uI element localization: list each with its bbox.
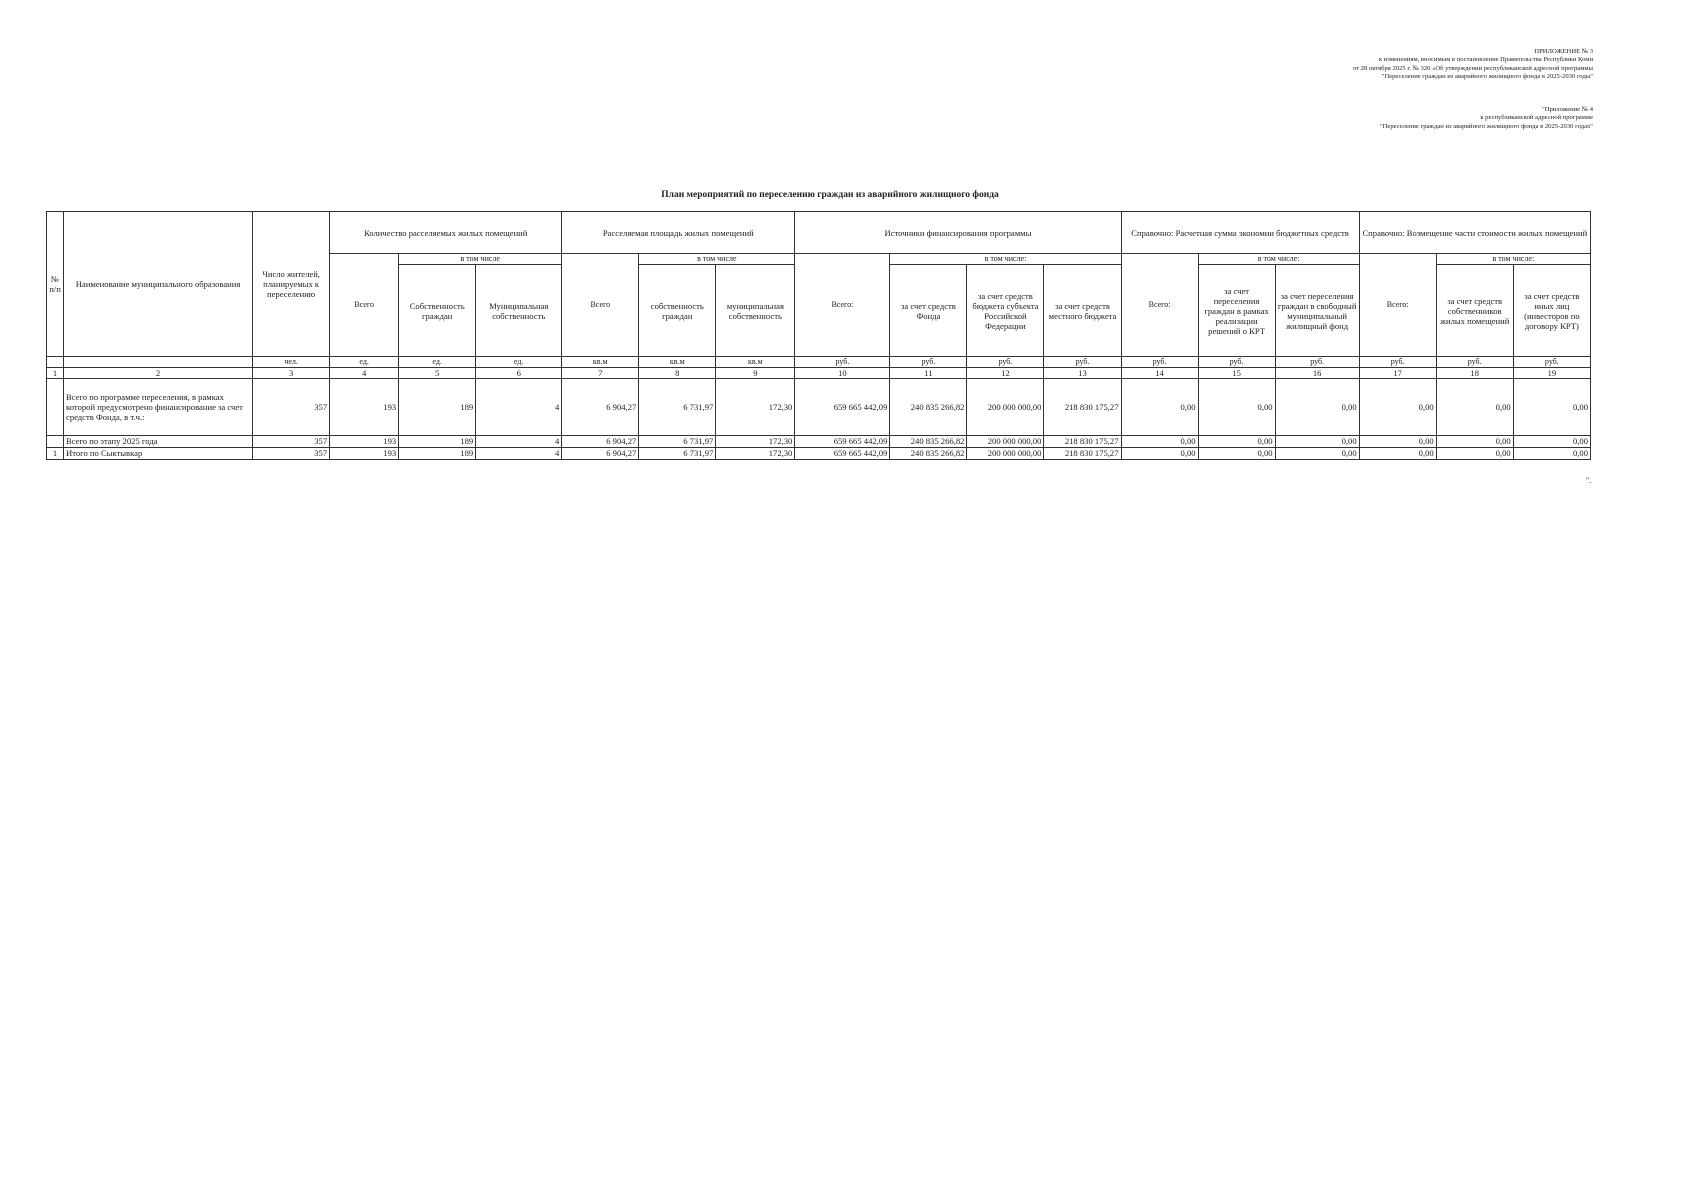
header-line: к изменениям, вносимым в постановление Правительства Республики Коми <box>1378 56 1593 64</box>
cell-savings-krt: 0,00 <box>1198 379 1275 436</box>
column-number: 4 <box>330 368 399 379</box>
cell-quantity-total: 193 <box>330 379 399 436</box>
header-area-municipal: муниципальная собственность <box>716 265 795 357</box>
header-compensation-total: Всего: <box>1359 254 1436 357</box>
cell-compensation-owners: 0,00 <box>1436 448 1513 460</box>
column-number: 3 <box>253 368 330 379</box>
header-line: к республиканской адресной программе <box>1480 114 1593 122</box>
header-savings-total: Всего: <box>1121 254 1198 357</box>
cell-area-total: 6 904,27 <box>562 448 639 460</box>
unit-cell: руб. <box>1359 357 1436 368</box>
table-row-stage-2025 <box>47 436 1591 448</box>
cell-savings-free-fund: 0,00 <box>1275 448 1359 460</box>
column-number: 18 <box>1436 368 1513 379</box>
cell-source-local-budget: 218 830 175,27 <box>1044 436 1121 448</box>
cell-source-fund: 240 835 266,82 <box>890 436 967 448</box>
column-number: 7 <box>562 368 639 379</box>
column-number: 8 <box>639 368 716 379</box>
column-number: 5 <box>399 368 476 379</box>
header-incl: в том числе: <box>1436 254 1590 265</box>
unit-cell: руб. <box>967 357 1044 368</box>
column-number: 15 <box>1198 368 1275 379</box>
cell-source-fund: 240 835 266,82 <box>890 448 967 460</box>
column-number: 6 <box>476 368 562 379</box>
cell-savings-free-fund: 0,00 <box>1275 379 1359 436</box>
cell-sources-total: 659 665 442,09 <box>795 448 890 460</box>
cell-area-total: 6 904,27 <box>562 379 639 436</box>
cell-compensation-owners: 0,00 <box>1436 436 1513 448</box>
unit-cell: руб. <box>1513 357 1590 368</box>
cell-source-local-budget: 218 830 175,27 <box>1044 379 1121 436</box>
closing-quote-mark: ". <box>1586 476 1592 485</box>
appendix-4-header <box>1380 106 1593 131</box>
cell-residents: 357 <box>253 436 330 448</box>
header-group-area: Расселяемая площадь жилых помещений <box>562 212 795 254</box>
header-area-citizens: собственность граждан <box>639 265 716 357</box>
header-incl: в том числе: <box>890 254 1121 265</box>
column-number: 11 <box>890 368 967 379</box>
header-savings-free-fund: за счет переселения граждан в свободный муниципальный жилищный фонд <box>1275 265 1359 357</box>
cell-quantity-municipal: 4 <box>476 379 562 436</box>
header-quantity-total: Всего <box>330 254 399 357</box>
unit-cell: руб. <box>890 357 967 368</box>
column-number: 13 <box>1044 368 1121 379</box>
header-savings-krt: за счет переселения граждан в рамках реализации решений о КРТ <box>1198 265 1275 357</box>
header-line: "Переселение граждан из аварийного жилищного фонда в 2025-2030 годы" <box>1381 73 1593 81</box>
cell-quantity-total: 193 <box>330 448 399 460</box>
table-row-syktyvkar <box>47 448 1591 460</box>
cell-quantity-municipal: 4 <box>476 436 562 448</box>
header-line: от 28 октября 2025 г. № 320 «Об утверждении республиканской адресной программы <box>1352 64 1593 72</box>
cell-area-citizens: 6 731,97 <box>639 379 716 436</box>
unit-cell: кв.м <box>562 357 639 368</box>
cell-compensation-investors: 0,00 <box>1513 436 1590 448</box>
cell-residents: 357 <box>253 379 330 436</box>
cell-area-total: 6 904,27 <box>562 436 639 448</box>
column-number: 12 <box>967 368 1044 379</box>
cell-compensation-total: 0,00 <box>1359 379 1436 436</box>
header-area-total: Всего <box>562 254 639 357</box>
header-incl: в том числе <box>639 254 795 265</box>
cell-area-municipal: 172,30 <box>716 379 795 436</box>
cell-compensation-total: 0,00 <box>1359 448 1436 460</box>
column-number: 17 <box>1359 368 1436 379</box>
column-number: 10 <box>795 368 890 379</box>
unit-cell: ед. <box>330 357 399 368</box>
cell-source-subject-budget: 200 000 000,00 <box>967 448 1044 460</box>
column-number: 1 <box>47 368 64 379</box>
cell-source-subject-budget: 200 000 000,00 <box>967 436 1044 448</box>
unit-cell: руб. <box>1198 357 1275 368</box>
row-number <box>47 379 64 436</box>
cell-quantity-municipal: 4 <box>476 448 562 460</box>
appendix-3-header <box>1353 48 1593 82</box>
cell-source-local-budget: 218 830 175,27 <box>1044 448 1121 460</box>
header-residents: Число жителей, планируемых к переселению <box>253 212 330 357</box>
header-incl: в том числе: <box>1198 254 1359 265</box>
cell-compensation-owners: 0,00 <box>1436 379 1513 436</box>
cell-area-municipal: 172,30 <box>716 448 795 460</box>
cell-savings-krt: 0,00 <box>1198 436 1275 448</box>
unit-cell: ед. <box>476 357 562 368</box>
header-source-subject-budget: за счет средств бюджета субъекта Российской Федерации <box>967 265 1044 357</box>
header-sources-total: Всего: <box>795 254 890 357</box>
cell-savings-total: 0,00 <box>1121 436 1198 448</box>
cell-savings-total: 0,00 <box>1121 448 1198 460</box>
cell-savings-free-fund: 0,00 <box>1275 436 1359 448</box>
header-group-sources: Источники финансирования программы <box>795 212 1121 254</box>
cell-source-subject-budget: 200 000 000,00 <box>967 379 1044 436</box>
header-group-compensation: Справочно: Возмещение части стоимости жилых помещений <box>1359 212 1590 254</box>
cell-savings-total: 0,00 <box>1121 379 1198 436</box>
document-title: План мероприятий по переселению граждан из аварийного жилищного фонда <box>661 190 999 200</box>
cell-sources-total: 659 665 442,09 <box>795 379 890 436</box>
header-line: "Приложение № 4 <box>1542 106 1593 113</box>
header-line: ПРИЛОЖЕНИЕ № 3 <box>1534 48 1593 55</box>
cell-sources-total: 659 665 442,09 <box>795 436 890 448</box>
table-row-program-total <box>47 379 1591 436</box>
column-number: 19 <box>1513 368 1590 379</box>
header-source-fund: за счет средств Фонда <box>890 265 967 357</box>
cell-area-citizens: 6 731,97 <box>639 436 716 448</box>
cell-area-citizens: 6 731,97 <box>639 448 716 460</box>
cell-savings-krt: 0,00 <box>1198 448 1275 460</box>
unit-cell: кв.м <box>639 357 716 368</box>
header-number: № п/п <box>47 212 64 357</box>
column-number: 14 <box>1121 368 1198 379</box>
unit-cell: руб. <box>1121 357 1198 368</box>
header-compensation-owners: за счет средств собственников жилых помещений <box>1436 265 1513 357</box>
cell-area-municipal: 172,30 <box>716 436 795 448</box>
unit-cell: ед. <box>399 357 476 368</box>
header-compensation-investors: за счет средств иных лиц (инвесторов по договору КРТ) <box>1513 265 1590 357</box>
unit-cell: чел. <box>253 357 330 368</box>
unit-cell: руб. <box>1436 357 1513 368</box>
unit-cell: руб. <box>1275 357 1359 368</box>
cell-compensation-total: 0,00 <box>1359 436 1436 448</box>
unit-cell: руб. <box>1044 357 1121 368</box>
row-number: 1 <box>47 448 64 460</box>
row-number <box>47 436 64 448</box>
header-group-savings: Справочно: Расчетная сумма экономии бюджетных средств <box>1121 212 1359 254</box>
cell-quantity-total: 193 <box>330 436 399 448</box>
unit-cell: руб. <box>795 357 890 368</box>
cell-quantity-citizens: 189 <box>399 448 476 460</box>
cell-quantity-citizens: 189 <box>399 436 476 448</box>
cell-residents: 357 <box>253 448 330 460</box>
header-line: "Переселение граждан из аварийного жилищного фонда в 2025-2030 годах" <box>1379 122 1593 130</box>
unit-cell-blank <box>47 357 64 368</box>
header-group-quantity: Количество расселяемых жилых помещений <box>330 212 562 254</box>
cell-quantity-citizens: 189 <box>399 379 476 436</box>
unit-cell: кв.м <box>716 357 795 368</box>
column-number: 9 <box>716 368 795 379</box>
header-quantity-citizens: Собственность граждан <box>399 265 476 357</box>
cell-compensation-investors: 0,00 <box>1513 448 1590 460</box>
row-name: Итого по Сыктывкар <box>64 448 253 460</box>
row-name: Всего по этапу 2025 года <box>64 436 253 448</box>
resettlement-plan-table <box>46 211 1591 460</box>
row-name: Всего по программе переселения, в рамках которой предусмотрено финансирование за счет средств Фонда, в т.ч.: <box>64 379 253 436</box>
cell-source-fund: 240 835 266,82 <box>890 379 967 436</box>
header-source-local-budget: за счет средств местного бюджета <box>1044 265 1121 357</box>
header-municipality-name: Наименование муниципального образования <box>64 212 253 357</box>
column-number: 16 <box>1275 368 1359 379</box>
cell-compensation-investors: 0,00 <box>1513 379 1590 436</box>
header-incl: в том числе <box>399 254 562 265</box>
column-number: 2 <box>64 368 253 379</box>
unit-cell-blank <box>64 357 253 368</box>
header-quantity-municipal: Муниципальная собственность <box>476 265 562 357</box>
